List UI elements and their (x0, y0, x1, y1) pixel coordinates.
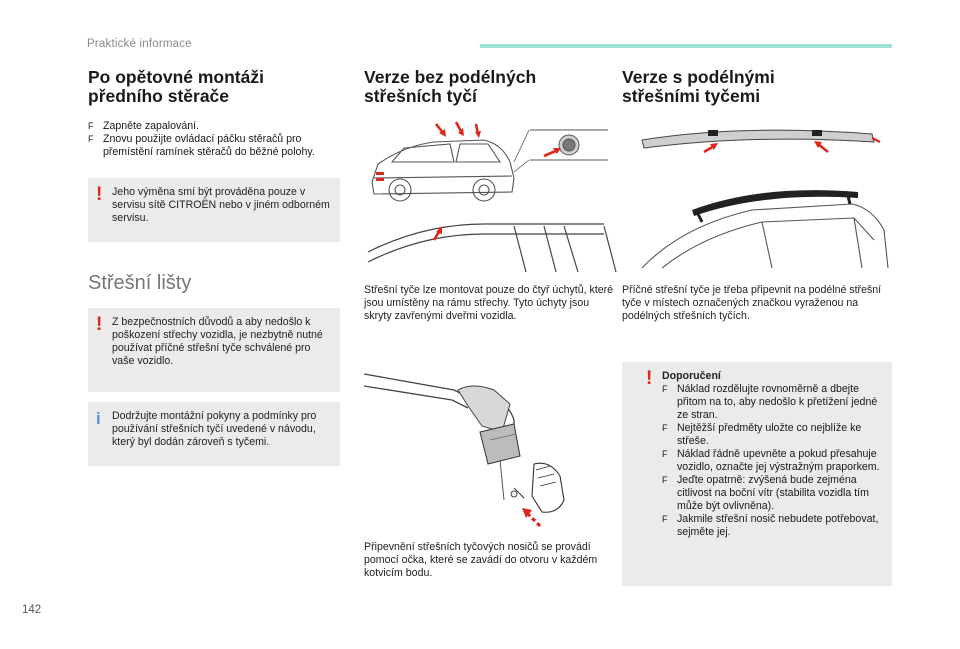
roof-info-box (88, 402, 340, 466)
wiper-warning-box (88, 178, 340, 242)
figure-eyelet-fastening (364, 360, 618, 536)
roof-warning-text: Z bezpečnostních důvodů a aby nedošlo k poškození střechy vozidla, je nezbytně nutné používat příčné střešní tyče schválené pro vaše vozidlo. (112, 316, 323, 367)
list-item (662, 513, 882, 539)
wiper-section-title: Po opětovné montáži předního stěrače (88, 67, 264, 106)
header-accent-bar (480, 44, 892, 48)
figure-longitudinal-rails (622, 118, 892, 274)
recommendation-title: Doporučení (662, 370, 721, 382)
recommendation-text: Jakmile střešní nosič nebudete potřebovat, sejměte jej. (677, 513, 879, 538)
list-item (88, 120, 340, 133)
bullet-icon: F (88, 121, 94, 131)
roof-info-text: Dodržujte montážní pokyny a podmínky pro používání střešních tyčí uvedené v návodu, který byl dodán zároveň s tyčemi. (112, 410, 317, 448)
column-wiper (88, 68, 340, 159)
wiper-steps (88, 120, 340, 159)
recommendation-list (662, 383, 882, 539)
page-number: 142 (22, 604, 42, 616)
warning-icon: ! (96, 184, 103, 205)
warning-icon: ! (96, 314, 103, 335)
figure-car-anchor-points (364, 112, 618, 274)
bullet-icon: F (662, 384, 668, 394)
roof-warning-box (88, 308, 340, 392)
no-rails-text-2: Připevnění střešních tyčových nosičů se provádí pomocí očka, které se zavádí do otvoru v každém kotvicím bodu. (364, 541, 598, 579)
list-item (88, 133, 340, 159)
bullet-icon: F (662, 423, 668, 433)
no-rails-text-1: Střešní tyče lze montovat pouze do čtyř úchytů, které jsou umístěny na rámu střechy. Tyto úchyty jsou skryty zavřenými dveřmi vozidla. (364, 284, 614, 322)
roof-rails-title: Střešní lišty (88, 272, 192, 294)
bullet-icon: F (662, 449, 668, 459)
recommendation-text: Náklad rozdělujte rovnoměrně a dbejte přitom na to, aby nedošlo k přetížení jedné ze stran. (677, 383, 878, 421)
bullet-icon: F (662, 475, 668, 485)
with-rails-text-1: Příčné střešní tyče je třeba připevnit na podélné střešní tyče v místech označených značkou vyraženou na podélných střešních tyčích. (622, 284, 882, 322)
list-item (662, 422, 882, 448)
recommendation-text: Náklad řádně upevněte a pokud přesahuje vozidlo, označte jej výstražným praporkem. (677, 448, 880, 473)
list-item (662, 448, 882, 474)
bullet-icon: F (662, 514, 668, 524)
recommendation-text: Jeďte opatrně: zvýšená bude zejména citlivost na boční vítr (stabilita vozidla tím může být ovlivněna). (677, 474, 869, 512)
header-section-label: Praktické informace (87, 38, 192, 50)
column-with-rails (622, 68, 892, 106)
step-text: Znovu použijte ovládací páčku stěračů pro přemístění ramínek stěračů do běžné polohy. (103, 133, 315, 158)
list-item (662, 474, 882, 513)
info-icon: i (96, 409, 101, 428)
warning-icon: ! (646, 368, 653, 389)
list-item (662, 383, 882, 422)
column-no-rails (364, 68, 618, 106)
bullet-icon: F (88, 134, 94, 144)
step-text: Zapněte zapalování. (103, 120, 200, 132)
recommendation-box (622, 362, 892, 586)
recommendation-text: Nejtěžší předměty uložte co nejblíže ke střeše. (677, 422, 862, 447)
no-rails-section-title: Verze bez podélných střešních tyčí (364, 67, 537, 106)
wiper-warning-text: Jeho výměna smí být prováděna pouze v servisu sítě CITROËN nebo v jiném odborném servisu. (112, 186, 330, 224)
with-rails-section-title: Verze s podélnými střešními tyčemi (622, 67, 775, 106)
